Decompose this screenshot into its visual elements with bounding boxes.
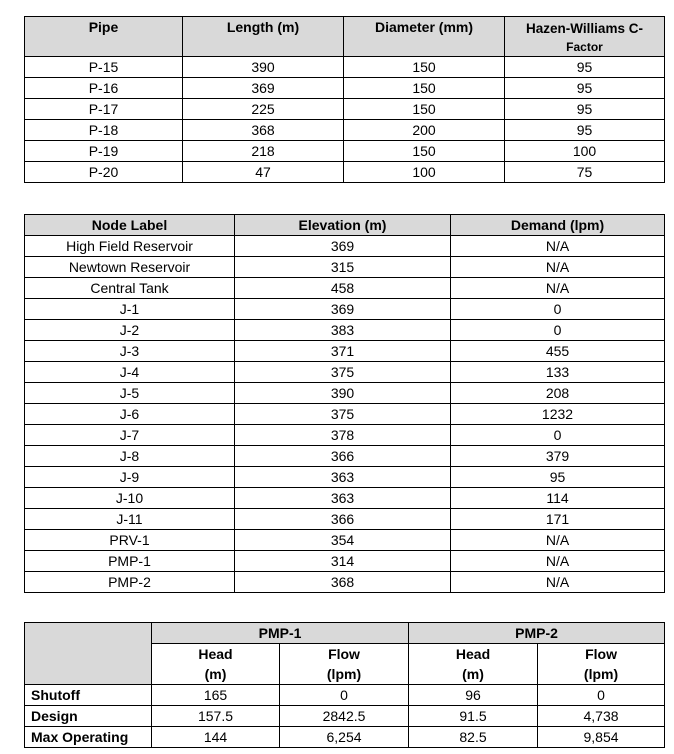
pump-row-label: Shutoff: [25, 685, 152, 706]
table-row: [25, 572, 665, 593]
table-row: [25, 530, 665, 551]
demand-cell: 95: [451, 467, 665, 488]
diameter-cell: 150: [344, 57, 505, 78]
c-factor-cell: 95: [505, 57, 665, 78]
pmp1-head-cell: 165: [152, 685, 280, 706]
length-cell: 218: [183, 141, 344, 162]
pmp2-head-header: Head: [409, 644, 538, 665]
demand-cell: 171: [451, 509, 665, 530]
node-label-cell: J-11: [25, 509, 235, 530]
diameter-cell: 150: [344, 78, 505, 99]
elevation-cell: 366: [235, 446, 451, 467]
table-row: [25, 446, 665, 467]
node-label-cell: J-1: [25, 299, 235, 320]
elevation-cell: 369: [235, 236, 451, 257]
table-row: [25, 706, 665, 727]
table-row: [25, 320, 665, 341]
pipe-table: [24, 16, 665, 183]
demand-cell: N/A: [451, 236, 665, 257]
node-label-cell: J-2: [25, 320, 235, 341]
node-label-cell: J-7: [25, 425, 235, 446]
length-cell: 368: [183, 120, 344, 141]
table-row: [25, 362, 665, 383]
pmp1-head-unit: (m): [152, 664, 280, 685]
table-row: [25, 141, 665, 162]
node-label-cell: PMP-2: [25, 572, 235, 593]
pmp1-flow-header: Flow: [280, 644, 409, 665]
length-cell: 390: [183, 57, 344, 78]
node-label-cell: J-6: [25, 404, 235, 425]
pipe-cell: P-17: [25, 99, 183, 120]
c-factor-cell: 100: [505, 141, 665, 162]
table-row: [25, 404, 665, 425]
node-label-cell: J-8: [25, 446, 235, 467]
demand-cell: N/A: [451, 530, 665, 551]
node-label-cell: Newtown Reservoir: [25, 257, 235, 278]
pmp1-flow-cell: 2842.5: [280, 706, 409, 727]
c-factor-cell: 95: [505, 78, 665, 99]
demand-cell: N/A: [451, 257, 665, 278]
demand-cell: N/A: [451, 572, 665, 593]
pmp2-flow-unit: (lpm): [538, 664, 665, 685]
table-row: [25, 551, 665, 572]
pmp2-group-header: PMP-2: [409, 623, 665, 644]
node-label-cell: J-9: [25, 467, 235, 488]
demand-cell: 0: [451, 299, 665, 320]
c-factor-header-line2: Factor: [566, 40, 603, 54]
node-label-cell: Central Tank: [25, 278, 235, 299]
table-row: [25, 727, 665, 748]
length-cell: 369: [183, 78, 344, 99]
c-factor-cell: 95: [505, 99, 665, 120]
pipe-cell: P-18: [25, 120, 183, 141]
pmp2-head-cell: 96: [409, 685, 538, 706]
elevation-cell: 375: [235, 404, 451, 425]
node-label-cell: J-3: [25, 341, 235, 362]
c-factor-cell: 75: [505, 162, 665, 183]
demand-header: Demand (lpm): [451, 215, 665, 236]
elevation-cell: 371: [235, 341, 451, 362]
pmp1-head-header: Head: [152, 644, 280, 665]
table-row: [25, 488, 665, 509]
pmp1-head-cell: 144: [152, 727, 280, 748]
elevation-cell: 314: [235, 551, 451, 572]
demand-cell: N/A: [451, 551, 665, 572]
pipe-cell: P-19: [25, 141, 183, 162]
table-row: [25, 341, 665, 362]
pmp2-flow-header: Flow: [538, 644, 665, 665]
table-row: [25, 236, 665, 257]
table-row: [25, 278, 665, 299]
pmp2-head-unit: (m): [409, 664, 538, 685]
elevation-header: Elevation (m): [235, 215, 451, 236]
pump-table: [24, 622, 665, 748]
pmp1-flow-cell: 6,254: [280, 727, 409, 748]
table-row: [25, 162, 665, 183]
pipe-cell: P-16: [25, 78, 183, 99]
demand-cell: 208: [451, 383, 665, 404]
elevation-cell: 366: [235, 509, 451, 530]
diameter-cell: 150: [344, 141, 505, 162]
node-label-header: Node Label: [25, 215, 235, 236]
demand-cell: 1232: [451, 404, 665, 425]
elevation-cell: 378: [235, 425, 451, 446]
pmp2-flow-cell: 4,738: [538, 706, 665, 727]
node-label-cell: PMP-1: [25, 551, 235, 572]
pipe-cell: P-20: [25, 162, 183, 183]
table-row: [25, 120, 665, 141]
node-table: [24, 214, 665, 593]
table-row: [25, 299, 665, 320]
demand-cell: 0: [451, 425, 665, 446]
demand-cell: 379: [451, 446, 665, 467]
c-factor-header-line1: Hazen-Williams C-: [526, 21, 643, 36]
node-label-cell: High Field Reservoir: [25, 236, 235, 257]
elevation-cell: 354: [235, 530, 451, 551]
demand-cell: 114: [451, 488, 665, 509]
diameter-header: Diameter (mm): [344, 17, 505, 57]
elevation-cell: 375: [235, 362, 451, 383]
pmp1-head-cell: 157.5: [152, 706, 280, 727]
diameter-cell: 200: [344, 120, 505, 141]
table-row: [25, 257, 665, 278]
pmp2-head-cell: 82.5: [409, 727, 538, 748]
length-header: Length (m): [183, 17, 344, 57]
table-row: [25, 509, 665, 530]
pump-table-body: [25, 685, 665, 748]
pipe-cell: P-15: [25, 57, 183, 78]
node-label-cell: J-4: [25, 362, 235, 383]
length-cell: 225: [183, 99, 344, 120]
pipe-header: Pipe: [25, 17, 183, 57]
c-factor-header: [505, 17, 665, 57]
node-table-body: [25, 236, 665, 593]
elevation-cell: 369: [235, 299, 451, 320]
demand-cell: 0: [451, 320, 665, 341]
table-row: [25, 99, 665, 120]
pmp1-flow-cell: 0: [280, 685, 409, 706]
node-label-cell: J-5: [25, 383, 235, 404]
table-row: [25, 383, 665, 404]
pmp1-group-header: PMP-1: [152, 623, 409, 644]
elevation-cell: 458: [235, 278, 451, 299]
demand-cell: 133: [451, 362, 665, 383]
node-label-cell: J-10: [25, 488, 235, 509]
table-row: [25, 78, 665, 99]
demand-cell: 455: [451, 341, 665, 362]
table-row: [25, 467, 665, 488]
elevation-cell: 363: [235, 467, 451, 488]
pump-row-label: Design: [25, 706, 152, 727]
elevation-cell: 390: [235, 383, 451, 404]
table-row: [25, 685, 665, 706]
length-cell: 47: [183, 162, 344, 183]
node-label-cell: PRV-1: [25, 530, 235, 551]
demand-cell: N/A: [451, 278, 665, 299]
elevation-cell: 383: [235, 320, 451, 341]
pmp2-flow-cell: 0: [538, 685, 665, 706]
pump-row-label: Max Operating: [25, 727, 152, 748]
elevation-cell: 368: [235, 572, 451, 593]
elevation-cell: 363: [235, 488, 451, 509]
pmp2-flow-cell: 9,854: [538, 727, 665, 748]
c-factor-cell: 95: [505, 120, 665, 141]
pipe-table-body: [25, 57, 665, 183]
table-row: [25, 425, 665, 446]
pump-table-corner: [25, 623, 152, 685]
diameter-cell: 150: [344, 99, 505, 120]
pmp2-head-cell: 91.5: [409, 706, 538, 727]
table-row: [25, 57, 665, 78]
elevation-cell: 315: [235, 257, 451, 278]
diameter-cell: 100: [344, 162, 505, 183]
pmp1-flow-unit: (lpm): [280, 664, 409, 685]
